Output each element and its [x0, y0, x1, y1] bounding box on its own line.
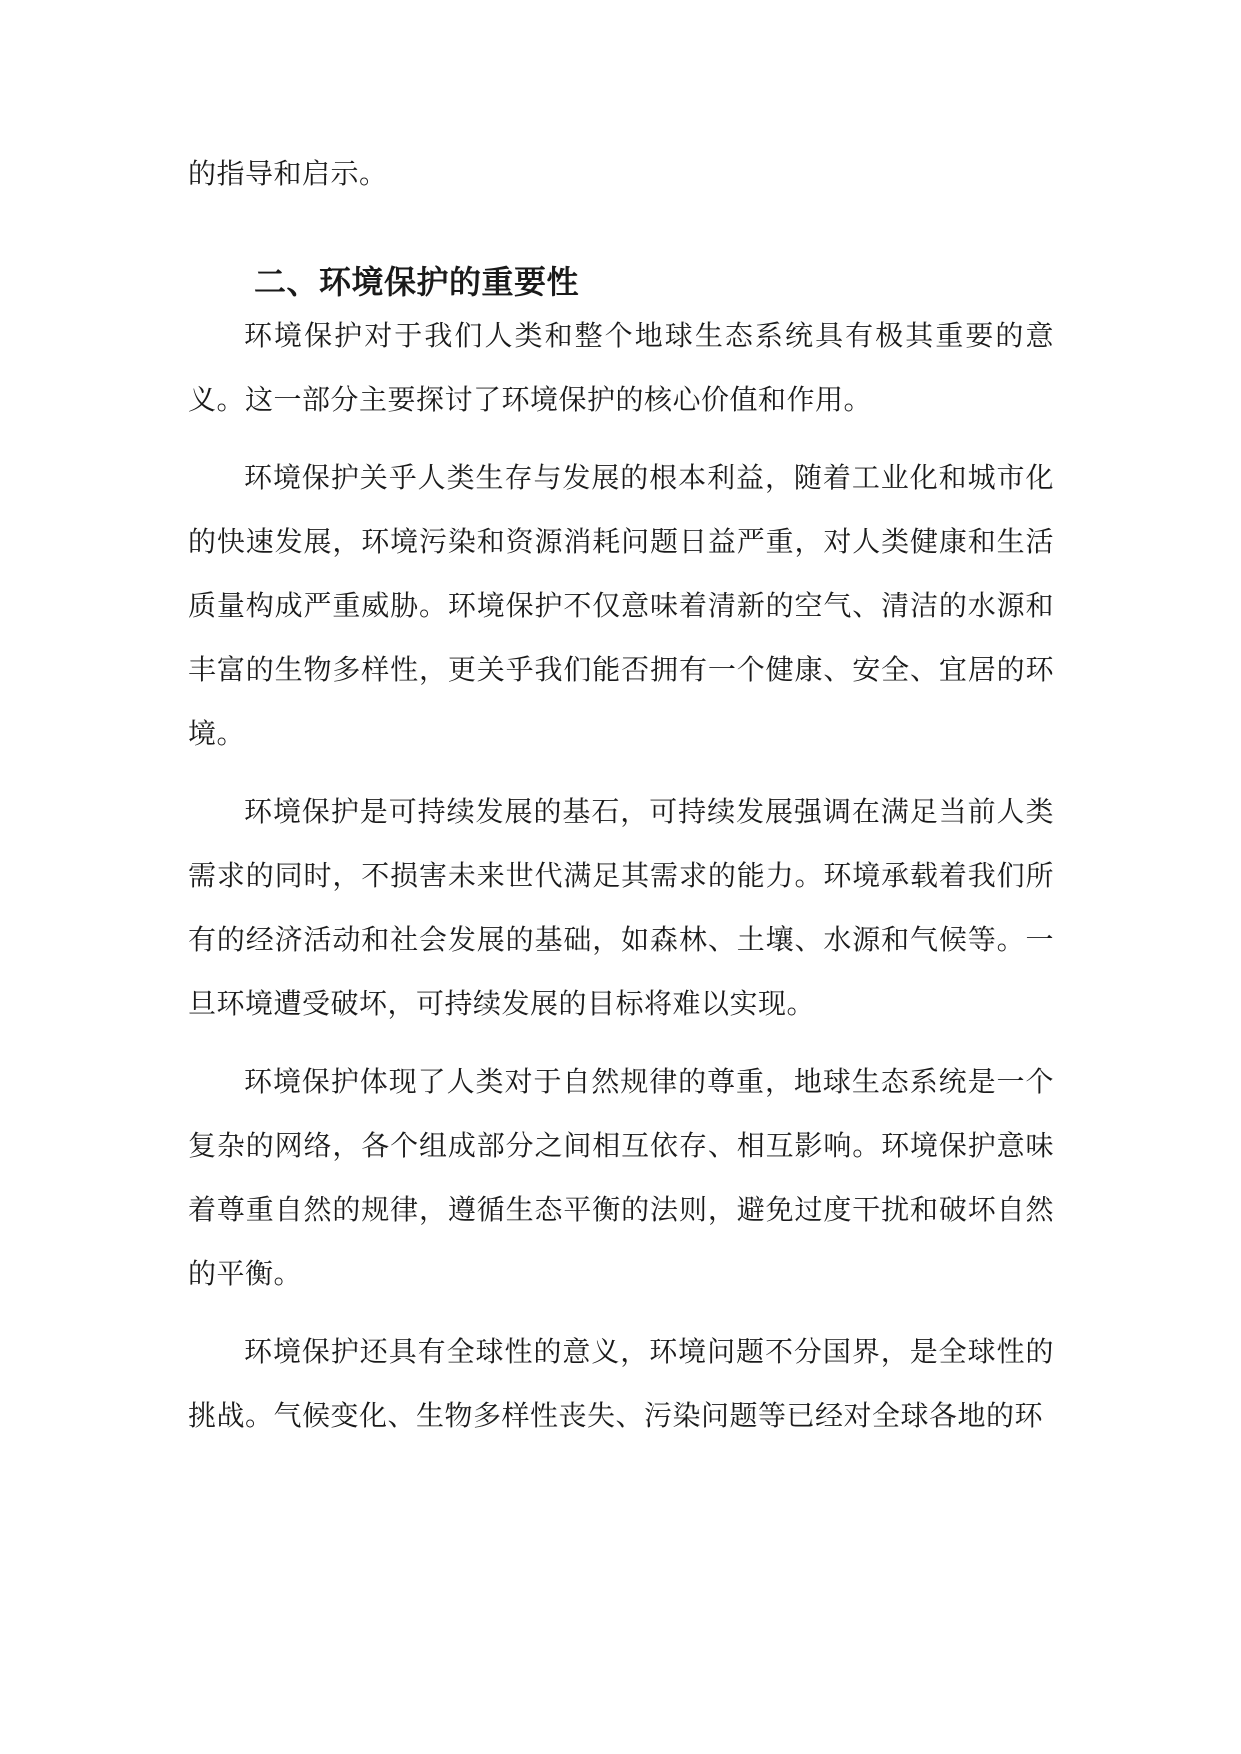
continuation-block — [188, 142, 1054, 206]
paragraph: 环境保护关乎人类生存与发展的根本利益，随着工业化和城市化的快速发展，环境污染和资源消耗问题日益严重，对人类健康和生活质量构成严重威胁。环境保护不仅意味着清新的空气、清洁的水源和丰富的生物多样性，更关乎我们能否拥有一个健康、安全、宜居的环境。 — [188, 461, 1054, 750]
continuation-text: 的指导和启示。 — [188, 157, 388, 190]
body-text — [188, 304, 1054, 1448]
paragraph: 环境保护是可持续发展的基石，可持续发展强调在满足当前人类需求的同时，不损害未来世代满足其需求的能力。环境承载着我们所有的经济活动和社会发展的基础，如森林、土壤、水源和气候等。一旦环境遭受破坏，可持续发展的目标将难以实现。 — [188, 795, 1054, 1020]
paragraph: 环境保护还具有全球性的意义，环境问题不分国界，是全球性的挑战。气候变化、生物多样性丧失、污染问题等已经对全球各地的环 — [188, 1335, 1054, 1432]
paragraph: 环境保护对于我们人类和整个地球生态系统具有极其重要的意义。这一部分主要探讨了环境保护的核心价值和作用。 — [188, 319, 1054, 416]
section-heading: 二、环境保护的重要性 — [254, 263, 580, 301]
paragraph: 环境保护体现了人类对于自然规律的尊重，地球生态系统是一个复杂的网络，各个组成部分之间相互依存、相互影响。环境保护意味着尊重自然的规律，遵循生态平衡的法则，避免过度干扰和破坏自然的平衡。 — [188, 1065, 1054, 1290]
